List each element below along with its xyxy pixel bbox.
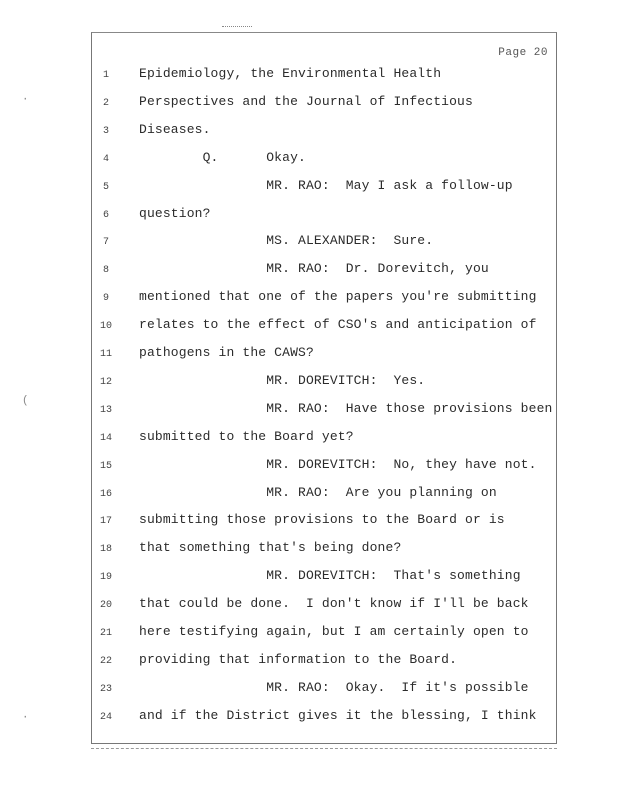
transcript-line bbox=[0, 206, 618, 226]
line-number: 15 bbox=[99, 460, 112, 472]
transcript-line bbox=[0, 261, 618, 281]
line-text: submitting those provisions to the Board or is bbox=[139, 512, 505, 528]
transcript-line bbox=[0, 178, 618, 198]
line-number: 12 bbox=[99, 376, 112, 388]
line-text: submitted to the Board yet? bbox=[139, 428, 354, 444]
line-number: 8 bbox=[102, 265, 109, 277]
margin-mark: ( bbox=[22, 395, 29, 407]
line-text: question? bbox=[139, 205, 211, 221]
line-text: that something that's being done? bbox=[139, 540, 402, 556]
transcript-line bbox=[0, 94, 618, 114]
line-text: MR. RAO: May I ask a follow-up bbox=[139, 177, 513, 193]
line-number: 14 bbox=[99, 432, 112, 444]
line-number: 13 bbox=[99, 404, 112, 416]
transcript-line bbox=[0, 345, 618, 365]
line-text: and if the District gives it the blessing, I think bbox=[139, 707, 537, 723]
line-text: Q. Okay. bbox=[139, 149, 306, 165]
transcript-line bbox=[0, 373, 618, 393]
margin-mark: · bbox=[22, 712, 29, 724]
transcript-line bbox=[0, 150, 618, 170]
transcript-line bbox=[0, 708, 618, 728]
line-number: 21 bbox=[99, 628, 112, 639]
line-number: 18 bbox=[99, 544, 112, 556]
line-text: pathogens in the CAWS? bbox=[139, 345, 314, 360]
line-text: MR. DOREVITCH: Yes. bbox=[139, 372, 426, 388]
transcript-line bbox=[0, 512, 618, 532]
line-text: here testifying again, but I am certainly open to bbox=[139, 624, 529, 639]
line-number: 6 bbox=[102, 209, 109, 221]
transcript-line bbox=[0, 317, 618, 337]
line-text: MR. RAO: Okay. If it's possible bbox=[139, 679, 529, 695]
transcript-line bbox=[0, 596, 618, 616]
line-text: Diseases. bbox=[139, 121, 211, 137]
line-text: MR. DOREVITCH: No, they have not. bbox=[139, 456, 537, 472]
line-number: 7 bbox=[102, 237, 109, 249]
line-text: MR. RAO: Have those provisions been bbox=[139, 400, 553, 416]
line-number: 1 bbox=[102, 70, 109, 81]
line-number: 19 bbox=[99, 572, 112, 584]
line-number: 3 bbox=[102, 125, 109, 137]
transcript-line bbox=[0, 401, 618, 421]
transcript-line bbox=[0, 485, 618, 505]
top-scan-mark bbox=[222, 26, 252, 29]
page-number: Page 20 bbox=[498, 47, 548, 59]
transcript-line bbox=[0, 457, 618, 477]
transcript-line bbox=[0, 122, 618, 142]
line-number: 17 bbox=[99, 516, 112, 528]
line-text: MS. ALEXANDER: Sure. bbox=[139, 233, 434, 249]
line-number: 20 bbox=[99, 600, 112, 612]
line-text: MR. DOREVITCH: That's something bbox=[139, 568, 521, 584]
line-text: providing that information to the Board. bbox=[139, 651, 458, 667]
transcript-line bbox=[0, 66, 618, 86]
line-number: 2 bbox=[102, 97, 109, 109]
transcript-line bbox=[0, 289, 618, 309]
line-number: 16 bbox=[99, 488, 112, 500]
bottom-rule bbox=[91, 748, 557, 751]
line-number: 9 bbox=[102, 293, 109, 305]
transcript-line bbox=[0, 429, 618, 449]
transcript-line bbox=[0, 680, 618, 700]
transcript-line bbox=[0, 652, 618, 672]
line-text: Perspectives and the Journal of Infectious bbox=[139, 93, 473, 109]
line-number: 23 bbox=[99, 683, 112, 695]
line-number: 11 bbox=[99, 349, 112, 360]
line-number: 22 bbox=[99, 655, 112, 667]
transcript-line bbox=[0, 233, 618, 253]
line-text: mentioned that one of the papers you're submitting bbox=[139, 289, 537, 305]
line-number: 4 bbox=[102, 153, 109, 165]
line-number: 5 bbox=[102, 181, 109, 193]
transcript-line bbox=[0, 624, 618, 644]
line-text: that could be done. I don't know if I'll be back bbox=[139, 596, 529, 612]
line-text: Epidemiology, the Environmental Health bbox=[139, 66, 442, 81]
line-number: 24 bbox=[99, 711, 112, 723]
line-text: MR. RAO: Are you planning on bbox=[139, 484, 497, 500]
line-text: MR. RAO: Dr. Dorevitch, you bbox=[139, 261, 489, 277]
transcript-line bbox=[0, 540, 618, 560]
line-text: relates to the effect of CSO's and anticipation of bbox=[139, 317, 537, 333]
margin-mark: · bbox=[22, 94, 29, 106]
transcript-line bbox=[0, 568, 618, 588]
line-number: 10 bbox=[99, 321, 112, 333]
